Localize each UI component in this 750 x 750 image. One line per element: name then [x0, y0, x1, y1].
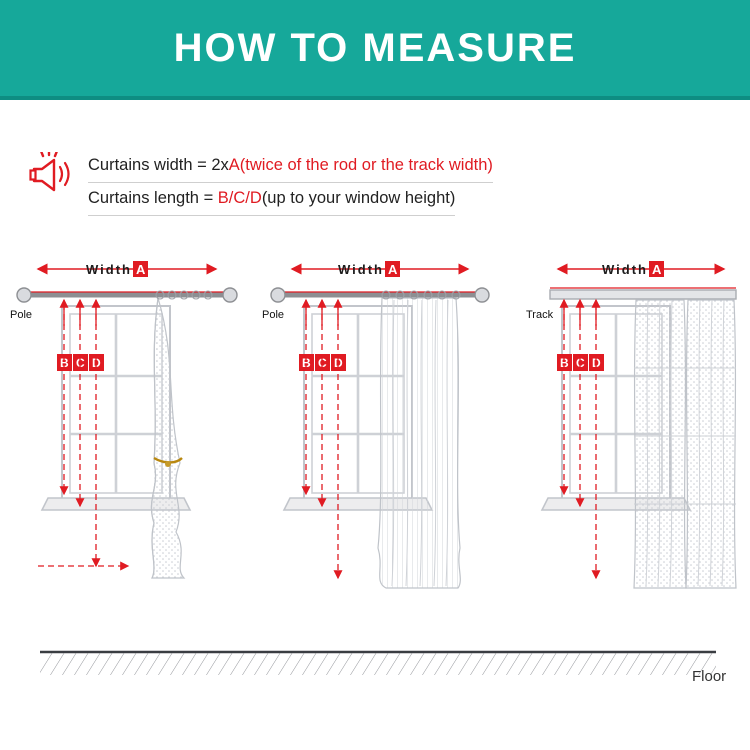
header-banner: [0, 0, 750, 96]
rod-finial-right: [475, 288, 489, 302]
instruction-length-highlight: B/C/D: [217, 189, 262, 207]
svg-text:C: C: [576, 356, 585, 370]
rod-finial-left: [17, 288, 31, 302]
curtain-panel: [378, 298, 460, 588]
instruction-width-suffix: (twice of the rod or the track width): [239, 156, 493, 174]
diagram-pole-tieback: [8, 248, 248, 668]
svg-text:D: D: [334, 356, 343, 370]
svg-text:D: D: [92, 356, 101, 370]
mount-label: Pole: [10, 309, 33, 321]
mount-label: Track: [526, 309, 554, 321]
instruction-line-length: [88, 183, 648, 216]
width-tag-letter: A: [136, 262, 146, 277]
curtain-track: [550, 290, 736, 299]
diagram-pole-straight: [262, 248, 502, 668]
width-label: Width: [602, 262, 648, 277]
svg-text:B: B: [302, 356, 311, 370]
svg-text:B: B: [60, 356, 69, 370]
rod-finial-left: [271, 288, 285, 302]
floor-hatching: [40, 653, 716, 675]
tieback-knot: [165, 461, 171, 467]
width-label: Width: [86, 262, 132, 277]
megaphone-icon: [28, 152, 76, 196]
instruction-width-highlight: A: [228, 156, 240, 174]
mount-label: Pole: [262, 309, 285, 321]
curtain-panel-left: [634, 300, 686, 588]
floor-area: [0, 640, 750, 710]
svg-text:C: C: [76, 356, 85, 370]
instruction-length-prefix: Curtains length =: [88, 189, 218, 207]
floor-label: Floor: [692, 668, 727, 685]
width-tag-letter: A: [388, 262, 398, 277]
rod-finial-right: [223, 288, 237, 302]
instruction-line-width: [88, 150, 648, 183]
instruction-length-suffix: (up to your window height): [261, 189, 456, 207]
instruction-lines: [88, 150, 648, 216]
diagram-track-straight: [524, 248, 750, 668]
width-tag-letter: A: [652, 262, 662, 277]
svg-text:B: B: [560, 356, 569, 370]
width-label: Width: [338, 262, 384, 277]
svg-text:C: C: [318, 356, 327, 370]
header-divider: [0, 96, 750, 100]
instruction-width-prefix: Curtains width = 2x: [88, 156, 229, 174]
diagram-row: [0, 248, 750, 668]
svg-text:D: D: [592, 356, 601, 370]
page-title: HOW TO MEASURE: [173, 25, 577, 70]
